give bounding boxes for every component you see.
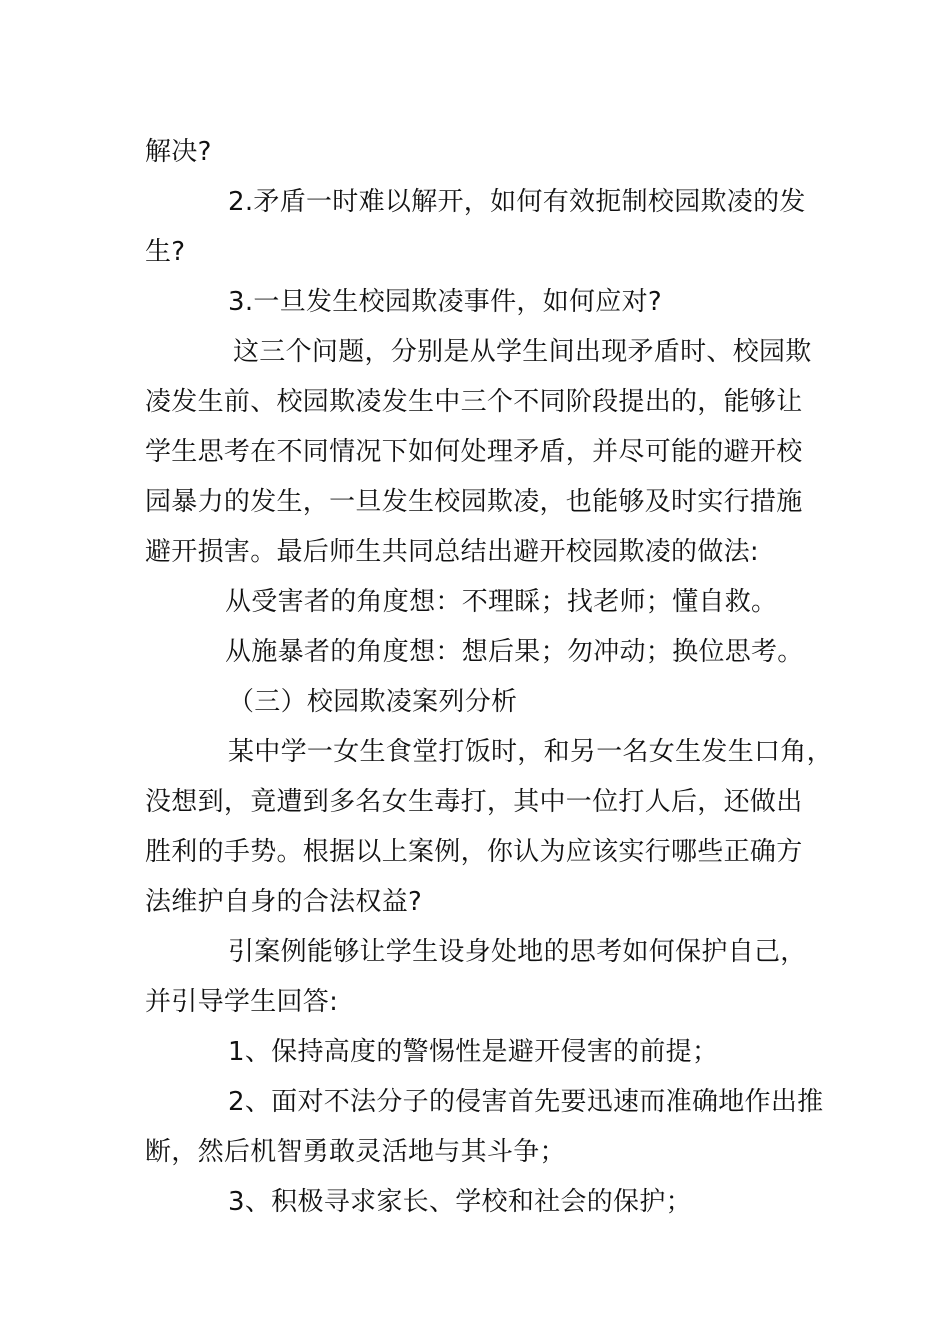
- list-item: 2、面对不法分子的侵害首先要迅速而准确地作出推: [228, 1087, 824, 1117]
- list-item: 3、积极寻求家长、学校和社会的保护；: [228, 1187, 692, 1217]
- text-line: 2.矛盾一时难以解开，如何有效扼制校园欺凌的发: [228, 187, 806, 217]
- text-line: 从施暴者的角度想：想后果；勿冲动；换位思考。: [225, 637, 804, 667]
- text-line: 学生思考在不同情况下如何处理矛盾，并尽可能的避开校: [145, 437, 803, 467]
- text-line: 避开损害。最后师生共同总结出避开校园欺凌的做法:: [145, 537, 759, 567]
- text-line: 这三个问题，分别是从学生间出现矛盾时、校园欺: [233, 337, 812, 367]
- text-line: 胜利的手势。根据以上案例，你认为应该实行哪些正确方: [145, 837, 803, 867]
- text-line: 断，然后机智勇敢灵活地与其斗争；: [145, 1137, 566, 1167]
- text-line: 没想到，竟遭到多名女生毒打，其中一位打人后，还做出: [145, 787, 803, 817]
- text-line: 解决?: [145, 137, 212, 167]
- text-line: 3.一旦发生校园欺凌事件，如何应对?: [228, 287, 663, 317]
- text-line: 并引导学生回答:: [145, 987, 339, 1017]
- text-line: 生?: [145, 237, 186, 267]
- text-line: 凌发生前、校园欺凌发生中三个不同阶段提出的，能够让: [145, 387, 803, 417]
- text-line: 引案例能够让学生设身处地的思考如何保护自己，: [228, 937, 807, 967]
- section-heading: （三）校园欺凌案列分析: [228, 687, 518, 717]
- text-line: 某中学一女生食堂打饭时，和另一名女生发生口角，: [228, 737, 833, 767]
- list-item: 1、保持高度的警惕性是避开侵害的前提；: [228, 1037, 719, 1067]
- text-line: 法维护自身的合法权益?: [145, 887, 423, 917]
- text-line: 园暴力的发生，一旦发生校园欺凌，也能够及时实行措施: [145, 487, 803, 517]
- text-line: 从受害者的角度想：不理睬；找老师；懂自救。: [225, 587, 778, 617]
